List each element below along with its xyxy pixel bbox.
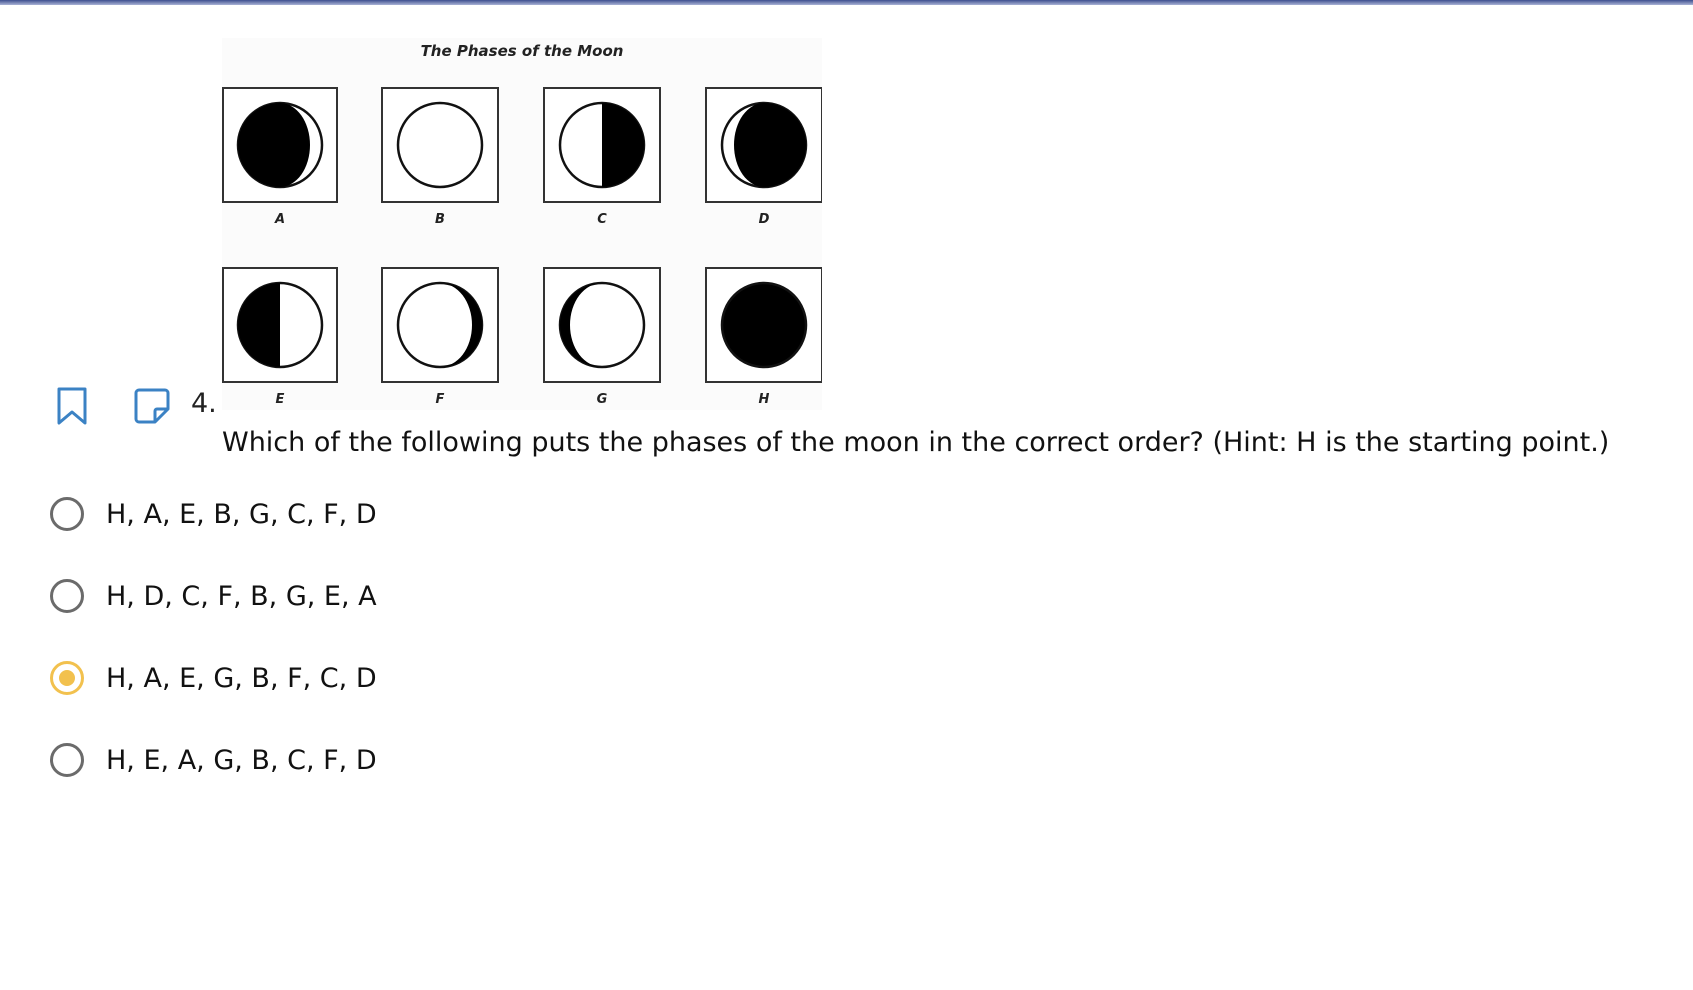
answer-option-1[interactable] <box>50 492 377 536</box>
moon-phases-figure <box>222 38 822 410</box>
moon-label-e: E <box>275 392 285 407</box>
moon-a <box>238 103 322 187</box>
moon-f <box>398 283 482 367</box>
moon-label-c: C <box>597 212 607 227</box>
moon-phases-diagram <box>222 38 822 410</box>
bookmark-icon[interactable] <box>55 386 89 430</box>
radio-button-2[interactable] <box>50 579 84 613</box>
answer-option-label: H, A, E, G, B, F, C, D <box>106 662 377 694</box>
moon-g <box>560 283 644 367</box>
radio-button-1[interactable] <box>50 497 84 531</box>
moon-label-g: G <box>596 392 608 407</box>
answer-option-label: H, D, C, F, B, G, E, A <box>106 580 377 612</box>
answer-option-label: H, A, E, B, G, C, F, D <box>106 498 377 530</box>
top-accent-bar <box>0 0 1693 5</box>
answer-option-3[interactable] <box>50 656 377 700</box>
moon-label-b: B <box>435 212 445 227</box>
moon-h <box>722 283 806 367</box>
moon-e <box>238 283 322 367</box>
answer-option-2[interactable] <box>50 574 377 618</box>
question-text: Which of the following puts the phases of the moon in the correct order? (Hint: H is the starting point.) <box>222 427 1610 458</box>
note-icon[interactable] <box>133 387 171 429</box>
moon-label-f: F <box>435 392 445 407</box>
moon-label-d: D <box>758 212 770 227</box>
figure-title: The Phases of the Moon <box>420 42 624 60</box>
moon-d <box>722 103 806 187</box>
moon-label-a: A <box>274 212 286 227</box>
answer-option-label: H, E, A, G, B, C, F, D <box>106 744 377 776</box>
question-number: 4. <box>191 388 217 419</box>
radio-button-3-selected[interactable] <box>50 661 84 695</box>
moon-b <box>398 103 482 187</box>
moon-c <box>560 103 644 187</box>
moon-label-h: H <box>758 392 770 407</box>
answer-option-4[interactable] <box>50 738 377 782</box>
radio-button-4[interactable] <box>50 743 84 777</box>
